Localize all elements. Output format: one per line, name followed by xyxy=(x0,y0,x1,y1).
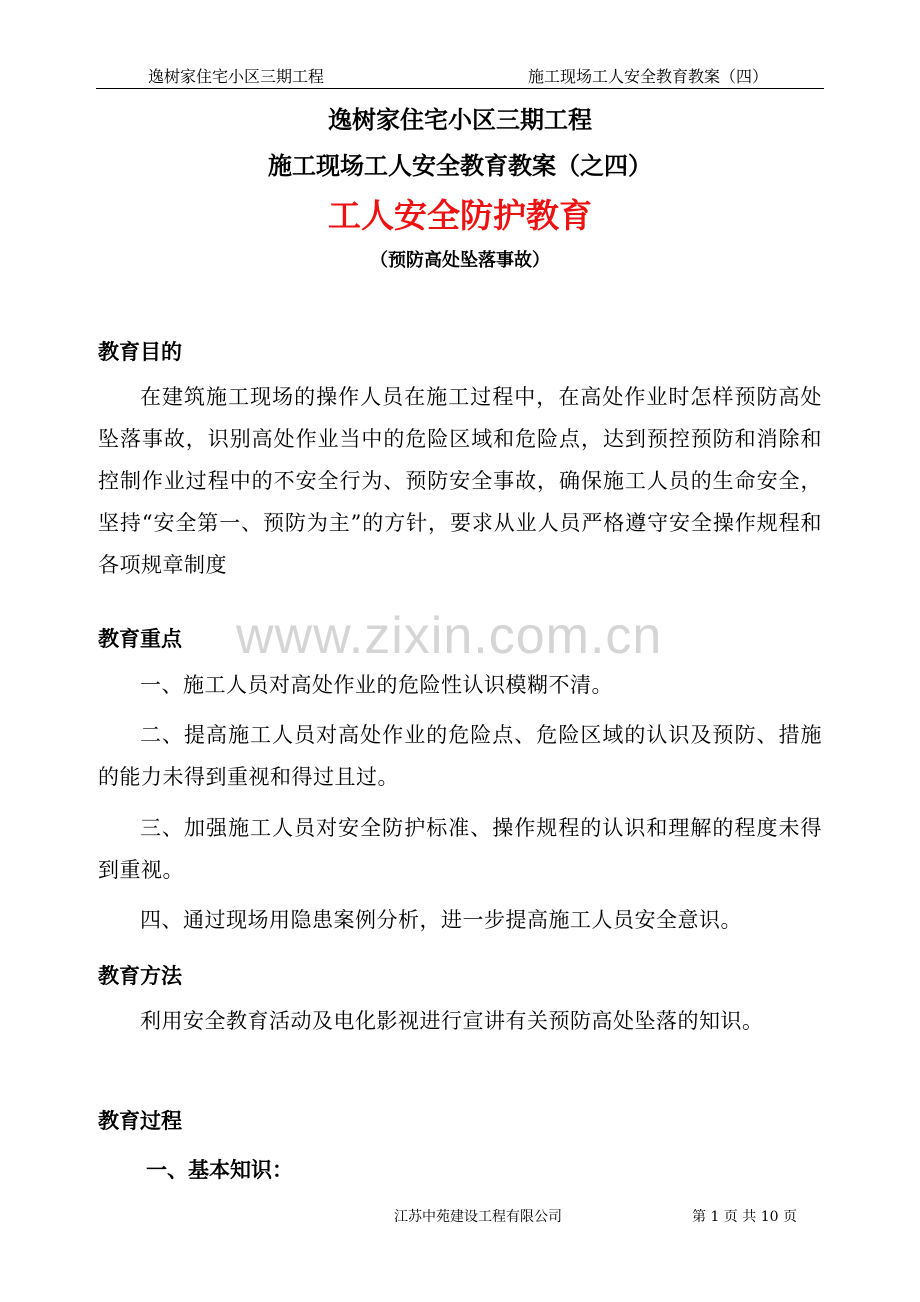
heading-process: 教育过程 xyxy=(98,1109,182,1133)
title-lesson-plan: 施工现场工人安全教育教案（之四） xyxy=(268,152,652,180)
page-header xyxy=(96,62,824,89)
footer-page-number: 第 1 页 共 10 页 xyxy=(692,1209,797,1225)
process-subheading: 一、基本知识： xyxy=(146,1158,293,1182)
header-document-name: 施工现场工人安全教育教案（四） xyxy=(527,67,768,86)
footer-company: 江苏中苑建设工程有限公司 xyxy=(394,1209,562,1225)
heading-method: 教育方法 xyxy=(98,964,182,988)
focus-item-3: 三、加强施工人员对安全防护标准、操作规程的认识和理解的程度未得到重视。 xyxy=(98,816,822,882)
header-project-name: 逸树家住宅小区三期工程 xyxy=(148,67,325,86)
purpose-paragraph: 在建筑施工现场的操作人员在施工过程中，在高处作业时怎样预防高处坠落事故，识别高处作业当中的危险区域和危险点，达到预控预防和消除和控制作业过程中的不安全行为、预防安全事故，确保施工人员的生命安全，坚持“安全第一、预防为主”的方针，要求从业人员严格遵守安全操作规程和各项规章制度 xyxy=(98,385,822,577)
method-paragraph: 利用安全教育活动及电化影视进行宣讲有关预防高处坠落的知识。 xyxy=(140,1009,764,1033)
title-main: 工人安全防护教育 xyxy=(328,196,592,235)
watermark: www.zixin.com.cn xyxy=(236,607,663,665)
heading-focus: 教育重点 xyxy=(98,627,182,651)
title-project: 逸树家住宅小区三期工程 xyxy=(328,106,592,134)
focus-item-1: 一、施工人员对高处作业的危险性认识模糊不清。 xyxy=(140,673,613,697)
focus-item-2: 二、提高施工人员对高处作业的危险点、危险区域的认识及预防、措施的能力未得到重视和得过且过。 xyxy=(98,723,822,789)
heading-purpose: 教育目的 xyxy=(98,340,182,364)
title-subtitle: （预防高处坠落事故） xyxy=(370,250,550,271)
focus-item-4: 四、通过现场用隐患案例分析，进一步提高施工人员安全意识。 xyxy=(140,908,742,932)
